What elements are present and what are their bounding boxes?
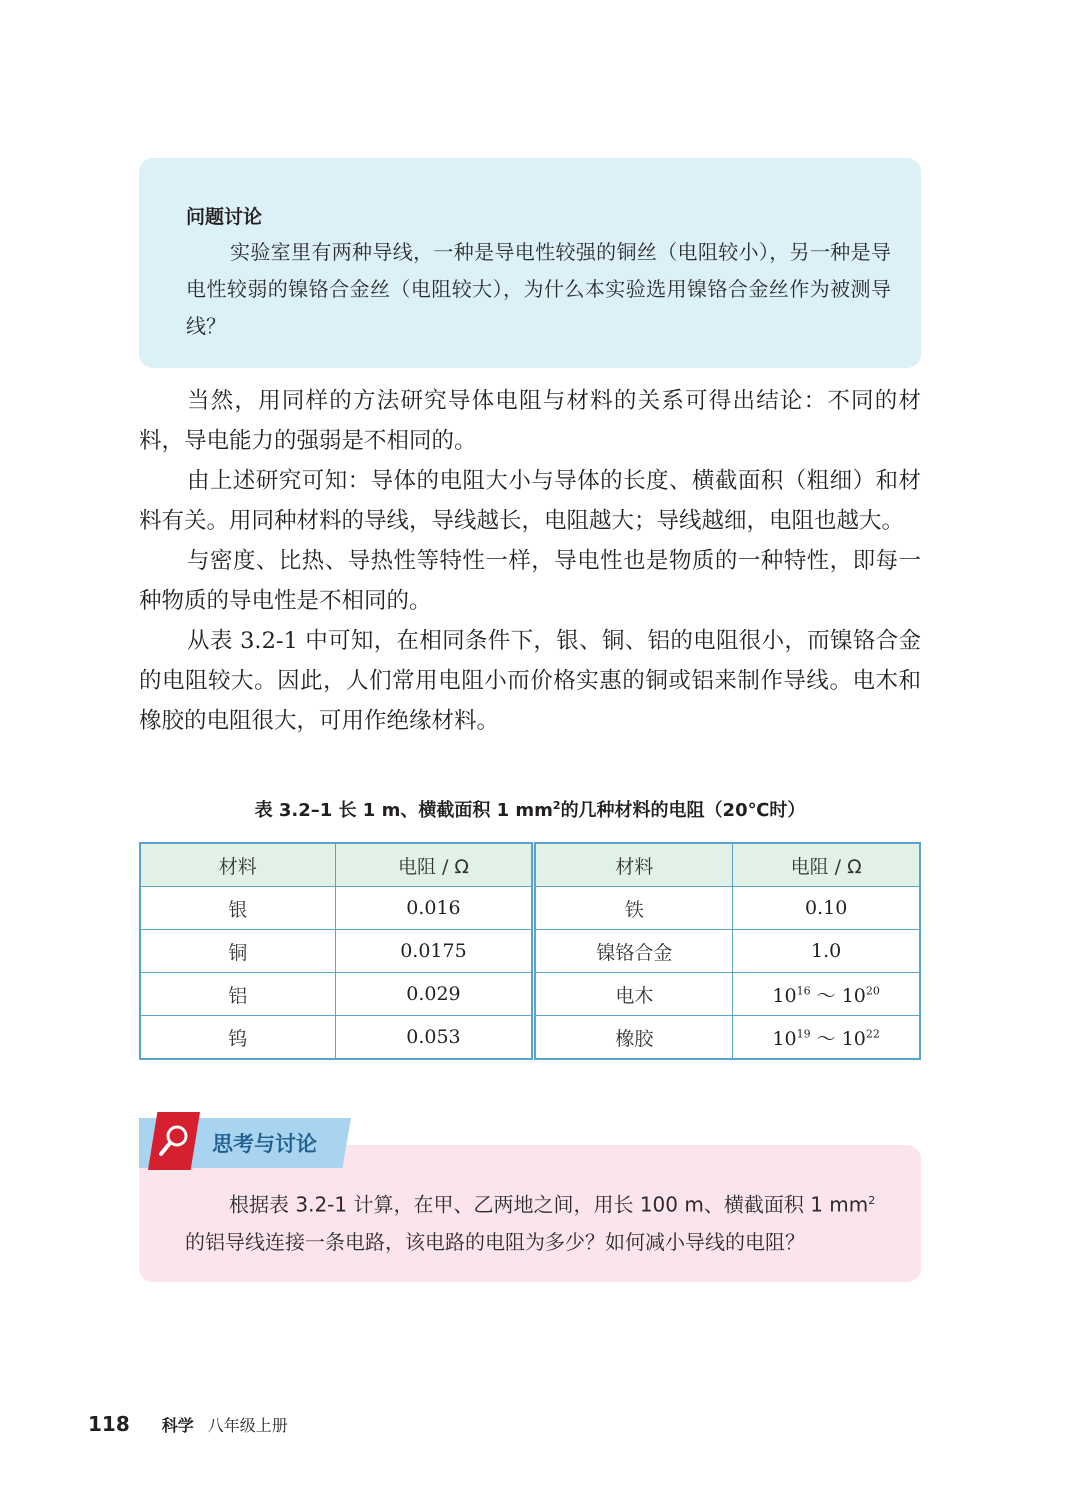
table-cell-material: 橡胶 [534,1016,733,1060]
exponent: 22 [865,1027,880,1041]
caption-text-end: 的几种材料的电阻（20℃时） [560,800,806,821]
column-header: 材料 [534,843,733,887]
paragraph: 当然，用同样的方法研究导体电阻与材料的关系可得出结论：不同的材料，导电能力的强弱是不相同的。 [139,388,921,454]
exponent: 19 [796,1027,811,1041]
table-cell-resistance: 0.0175 [335,930,534,973]
table-cell-material: 镍铬合金 [534,930,733,973]
column-header: 电阻 / Ω [335,843,534,887]
table-cell-resistance: 1.0 [733,930,920,973]
think-superscript: 2 [868,1194,876,1207]
paragraph: 由上述研究可知：导体的电阻大小与导体的长度、横截面积（粗细）和材料有关。用同种材料的导线，导线越长，电阻越大；导线越细，电阻也越大。 [139,468,921,534]
resistance-table [139,842,921,1060]
range-separator: ～ [810,1027,842,1050]
table-cell-material: 银 [140,887,335,930]
paragraph: 从表 3.2-1 中可知，在相同条件下，银、铜、铝的电阻很小，而镍铬合金的电阻较大。因此，人们常用电阻小而价格实惠的铜或铝来制作导线。电木和橡胶的电阻很大，可用作绝缘材料。 [139,628,921,734]
column-header: 材料 [140,843,335,887]
base: 10 [772,984,797,1007]
base: 10 [841,984,866,1007]
grade-label: 八年级上册 [207,1416,288,1435]
column-header: 电阻 / Ω [733,843,920,887]
table-row [140,930,920,973]
table-cell-material: 铁 [534,887,733,930]
think-title: 思考与讨论 [212,1132,317,1156]
table-cell-resistance: 0.10 [733,887,920,930]
table-cell-resistance-range [733,1016,920,1060]
base: 10 [841,1027,866,1050]
body-text [139,381,921,741]
caption-superscript: 2 [552,799,561,812]
table-cell-material: 钨 [140,1016,335,1060]
table-cell-material: 铝 [140,973,335,1016]
page-footer [88,1412,288,1436]
table-header-row [140,843,920,887]
think-text-start: 根据表 3.2-1 计算，在甲、乙两地之间，用长 100 m、横截面积 1 mm [229,1192,869,1217]
caption-text: 表 3.2–1 长 1 m、横截面积 1 mm [254,800,553,821]
think-text [185,1182,890,1261]
range-separator: ～ [810,984,842,1007]
subject-label: 科学 [161,1416,194,1435]
exponent: 16 [796,984,811,998]
discussion-text: 实验室里有两种导线，一种是导电性较强的铜丝（电阻较小），另一种是导电性较弱的镍铬合金丝（电阻较大），为什么本实验选用镍铬合金丝作为被测导线？ [186,240,891,338]
page-number: 118 [88,1412,130,1436]
table-cell-resistance: 0.016 [335,887,534,930]
table-row [140,887,920,930]
table-cell-resistance: 0.029 [335,973,534,1016]
table-cell-material: 电木 [534,973,733,1016]
table-caption [139,796,921,822]
table-row [140,973,920,1016]
base: 10 [772,1027,797,1050]
table-cell-resistance-range [733,973,920,1016]
table-cell-material: 铜 [140,930,335,973]
discussion-title: 问题讨论 [186,206,263,228]
table-cell-resistance: 0.053 [335,1016,534,1060]
discussion-box [139,158,921,368]
exponent: 20 [865,984,880,998]
table-row [140,1016,920,1060]
think-text-end: 的铝导线连接一条电路，该电路的电阻为多少？如何减小导线的电阻？ [185,1229,805,1254]
paragraph: 与密度、比热、导热性等特性一样，导电性也是物质的一种特性，即每一种物质的导电性是不相同的。 [139,548,921,614]
